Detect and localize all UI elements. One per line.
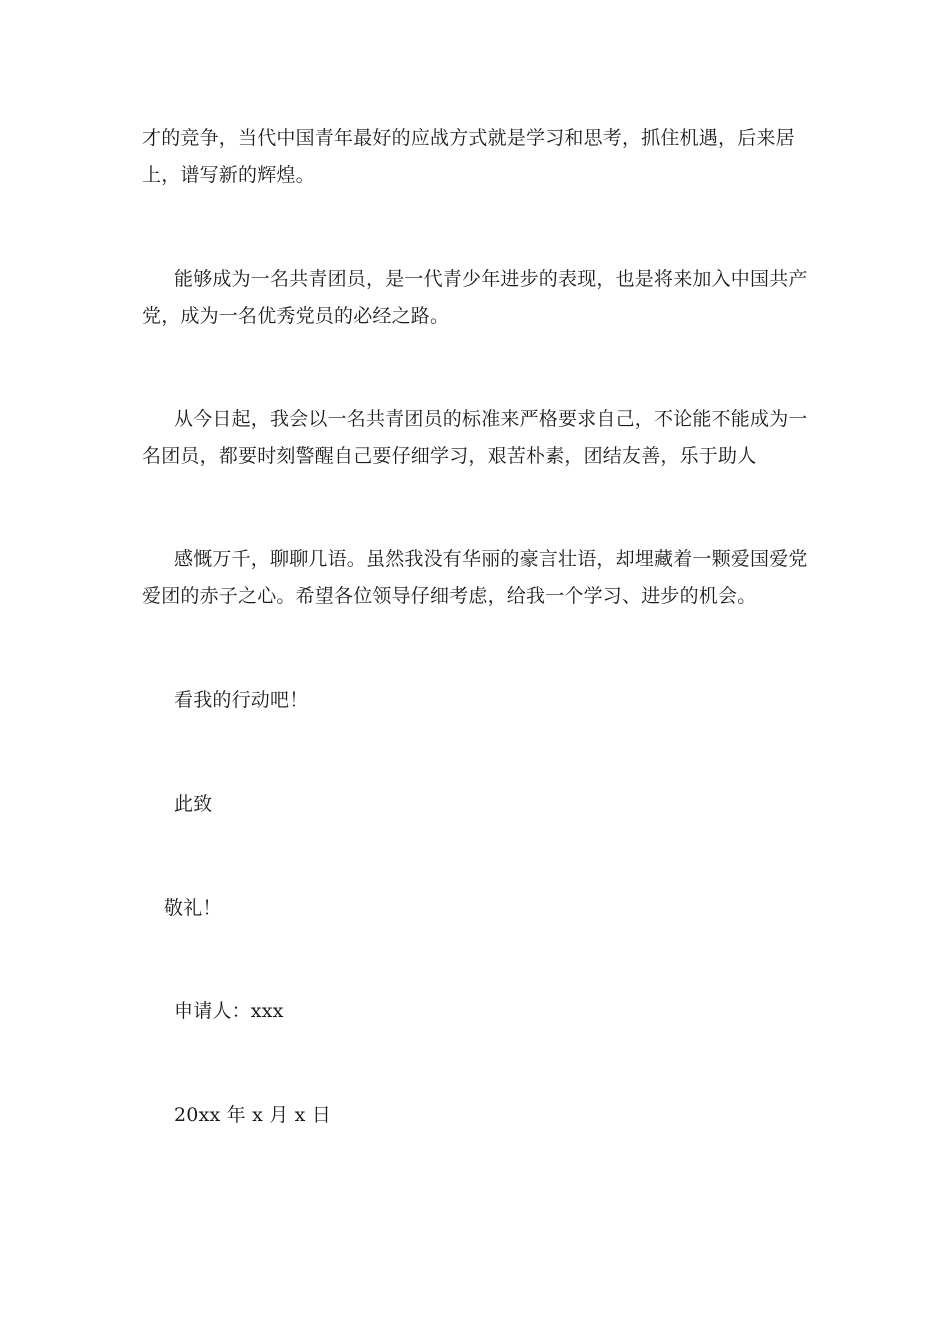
paragraph-1-line-2: 上，谱写新的辉煌。: [142, 164, 315, 186]
closing-action: 看我的行动吧！: [174, 689, 309, 711]
paragraph-4-line-1: 感慨万千，聊聊几语。虽然我没有华丽的豪言壮语，却埋藏着一颗爱国爱党: [174, 548, 808, 570]
salutation: 此致: [174, 793, 213, 815]
respect: 敬礼！: [164, 897, 222, 919]
paragraph-4-line-2: 爱团的赤子之心。希望各位领导仔细考虑，给我一个学习、进步的机会。: [142, 585, 757, 607]
paragraph-2-line-1: 能够成为一名共青团员，是一代青少年进步的表现，也是将来加入中国共产: [174, 268, 808, 290]
paragraph-3-line-1: 从今日起，我会以一名共青团员的标准来严格要求自己，不论能不能成为一: [174, 408, 808, 430]
paragraph-3-line-2: 名团员，都要时刻警醒自己要仔细学习，艰苦朴素，团结友善，乐于助人: [142, 445, 757, 467]
date: 20xx 年 x 月 x 日: [174, 1104, 332, 1126]
paragraph-1-line-1: 才的竞争，当代中国青年最好的应战方式就是学习和思考，抓住机遇，后来居: [142, 127, 795, 149]
applicant: 申请人：xxx: [174, 1000, 284, 1022]
paragraph-2-line-2: 党，成为一名优秀党员的必经之路。: [142, 305, 450, 327]
